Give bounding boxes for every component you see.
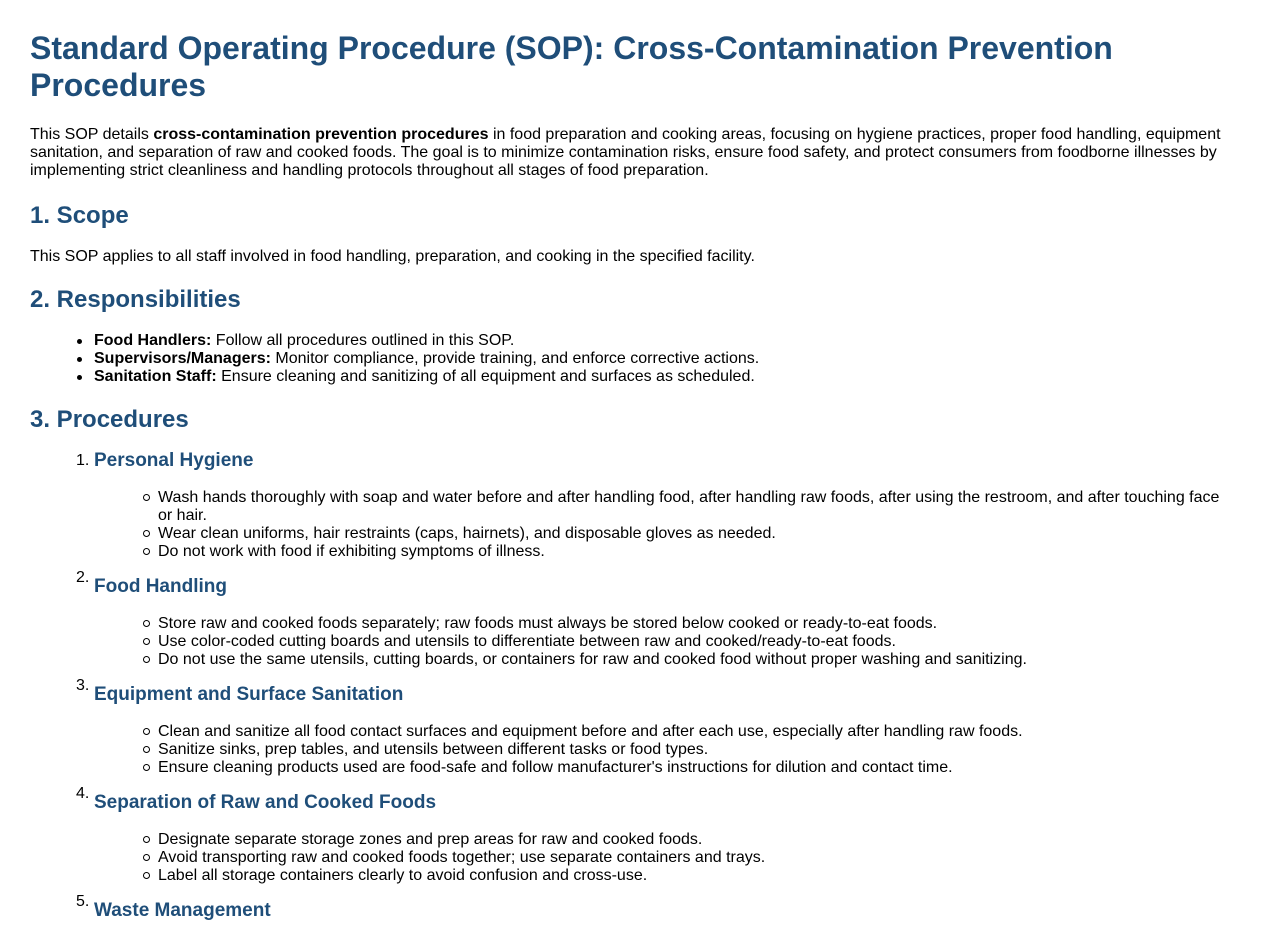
procedure-number: 4. xyxy=(76,785,90,802)
responsibility-text: Follow all procedures outlined in this SOP. xyxy=(211,332,515,349)
procedure-section xyxy=(76,777,1233,885)
intro-paragraph xyxy=(30,104,1233,180)
procedure-section xyxy=(76,444,1233,561)
procedure-item: Wash hands thoroughly with soap and water before and after handling food, after handling raw foods, after using the restroom, and after touching face or hair. xyxy=(158,489,1233,525)
intro-prefix: This SOP details xyxy=(30,126,154,143)
procedure-number: 5. xyxy=(76,893,90,910)
responsibility-item xyxy=(94,332,1233,350)
procedure-section xyxy=(76,885,1233,922)
procedure-item: Avoid transporting raw and cooked foods together; use separate containers and trays. xyxy=(158,849,1233,867)
procedure-item: Use color-coded cutting boards and utensils to differentiate between raw and cooked/ready-to-eat foods. xyxy=(158,633,1233,651)
responsibilities-list xyxy=(30,314,1233,386)
procedure-section xyxy=(76,561,1233,669)
procedure-title: Separation of Raw and Cooked Foods xyxy=(94,792,437,813)
procedure-title: Equipment and Surface Sanitation xyxy=(94,684,404,705)
procedure-item: Sanitize sinks, prep tables, and utensils between different tasks or food types. xyxy=(158,741,1233,759)
responsibility-item xyxy=(94,350,1233,368)
procedure-item: Clean and sanitize all food contact surfaces and equipment before and after each use, especially after handling raw foods. xyxy=(158,723,1233,741)
procedure-item: Do not use the same utensils, cutting boards, or containers for raw and cooked food without proper washing and sanitizing. xyxy=(158,651,1233,669)
scope-text: This SOP applies to all staff involved in food handling, preparation, and cooking in the specified facility. xyxy=(30,248,755,265)
responsibility-text: Monitor compliance, provide training, and enforce corrective actions. xyxy=(270,350,760,367)
procedure-items xyxy=(94,472,1233,561)
procedure-item: Label all storage containers clearly to avoid confusion and cross-use. xyxy=(158,867,1233,885)
procedure-title: Food Handling xyxy=(94,576,227,597)
procedure-title: Personal Hygiene xyxy=(94,450,254,471)
procedure-items xyxy=(94,814,1233,885)
page-title: Standard Operating Procedure (SOP): Cross-Contamination Prevention Procedures xyxy=(30,30,1113,103)
intro-bold: cross-contamination prevention procedures xyxy=(153,126,489,143)
procedure-title: Waste Management xyxy=(94,900,271,921)
procedures-list xyxy=(30,434,1233,922)
procedure-section xyxy=(76,669,1233,777)
procedure-item: Designate separate storage zones and prep areas for raw and cooked foods. xyxy=(158,831,1233,849)
responsibility-role: Supervisors/Managers: xyxy=(94,350,271,367)
procedures-heading: 3. Procedures xyxy=(30,406,189,433)
procedure-items xyxy=(94,706,1233,777)
procedure-item: Store raw and cooked foods separately; raw foods must always be stored below cooked or ready-to-eat foods. xyxy=(158,615,1233,633)
procedure-item: Ensure cleaning products used are food-safe and follow manufacturer's instructions for dilution and contact time. xyxy=(158,759,1233,777)
responsibility-role: Food Handlers: xyxy=(94,332,212,349)
responsibilities-heading: 2. Responsibilities xyxy=(30,286,241,313)
scope-heading: 1. Scope xyxy=(30,202,129,229)
procedure-number: 3. xyxy=(76,677,90,694)
procedure-number: 1. xyxy=(76,452,90,469)
procedure-number: 2. xyxy=(76,569,90,586)
responsibility-text: Ensure cleaning and sanitizing of all equipment and surfaces as scheduled. xyxy=(216,368,755,385)
intro-suffix: in food preparation and cooking areas, focusing on hygiene practices, proper food handling, equipment sanitation, and separation of raw and cooked foods. The goal is to minimize contamination risks, ensure food safety, and protect consumers from foodborne illnesses by implementing strict cleanliness and handling protocols throughout all stages of food preparation. xyxy=(30,126,1221,179)
responsibility-item xyxy=(94,368,1233,386)
responsibility-role: Sanitation Staff: xyxy=(94,368,217,385)
procedure-item: Do not work with food if exhibiting symptoms of illness. xyxy=(158,543,1233,561)
procedure-items xyxy=(94,598,1233,669)
procedure-item: Wear clean uniforms, hair restraints (caps, hairnets), and disposable gloves as needed. xyxy=(158,525,1233,543)
